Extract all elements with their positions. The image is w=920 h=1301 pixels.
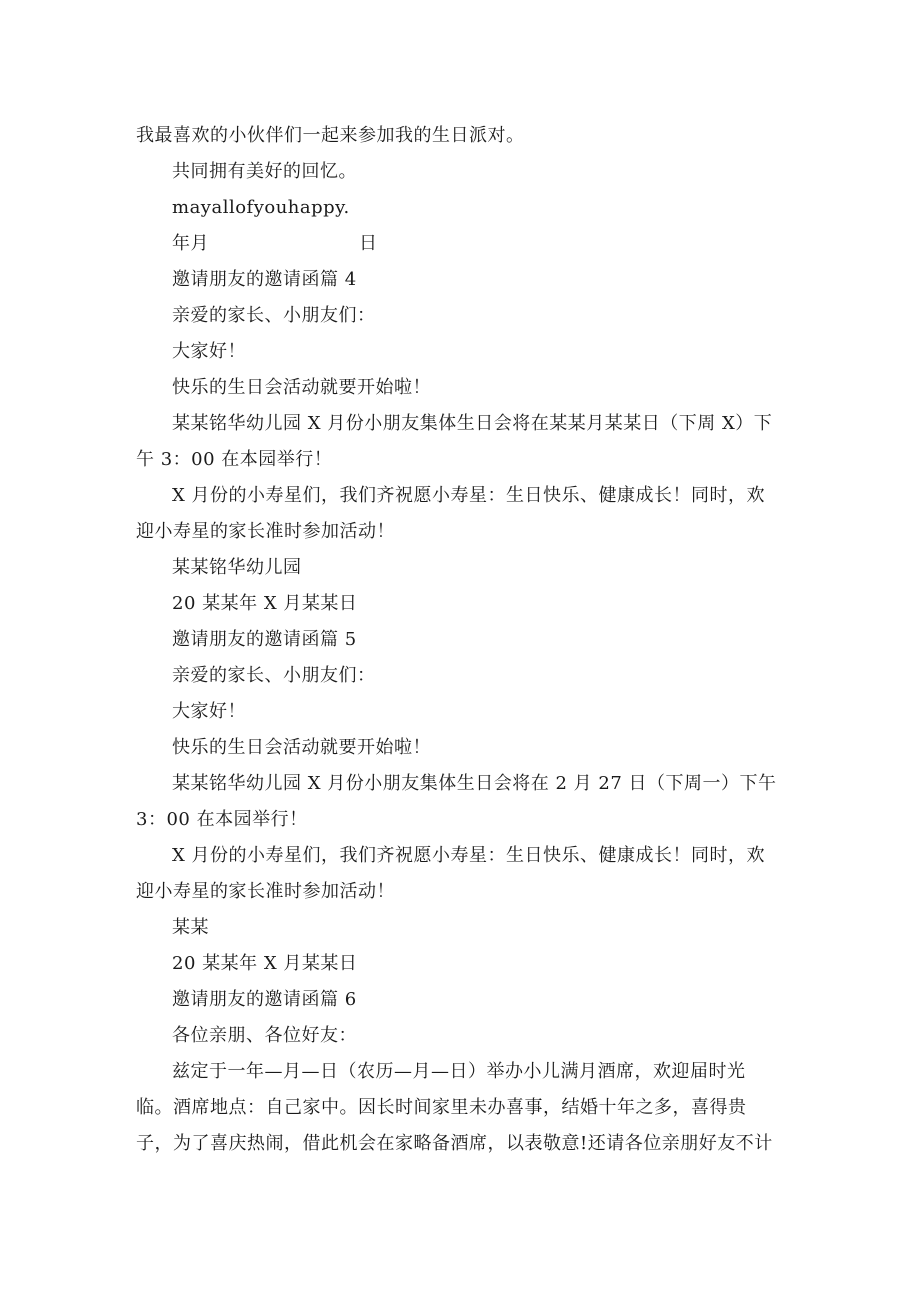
text-line: 快乐的生日会活动就要开始啦！ (172, 737, 431, 758)
text-line: X 月份的小寿星们，我们齐祝愿小寿星：生日快乐、健康成长！同时，欢 (172, 485, 766, 506)
text-line: 兹定于一年—月—日（农历—月—日）举办小儿满月酒席，欢迎届时光 (172, 1061, 746, 1082)
date-line: 20 某某年 X 月某某日 (172, 593, 358, 614)
text-line: 迎小寿星的家长准时参加活动！ (136, 521, 395, 542)
document-body (136, 118, 776, 1162)
text-line: 午 3：00 在本园举行！ (136, 449, 333, 470)
signature: 某某 (172, 917, 209, 938)
salutation: 各位亲朋、各位好友： (172, 1025, 357, 1046)
signature: 某某铭华幼儿园 (172, 557, 302, 578)
date-line: 20 某某年 X 月某某日 (172, 953, 358, 974)
section-heading: 邀请朋友的邀请函篇 5 (172, 629, 357, 650)
salutation: 亲爱的家长、小朋友们： (172, 665, 376, 686)
text-line: 临。酒席地点：自己家中。因长时间家里未办喜事，结婚十年之多，喜得贵 (136, 1097, 747, 1118)
section-heading: 邀请朋友的邀请函篇 4 (172, 269, 357, 290)
text-line: 共同拥有美好的回忆。 (172, 161, 357, 182)
text-line: 大家好！ (172, 701, 246, 722)
text-line: 3：00 在本园举行！ (136, 809, 308, 830)
text-line: X 月份的小寿星们，我们齐祝愿小寿星：生日快乐、健康成长！同时，欢 (172, 845, 766, 866)
text-line: 大家好！ (172, 341, 246, 362)
text-line: 某某铭华幼儿园 X 月份小朋友集体生日会将在 2 月 27 日（下周一）下午 (172, 773, 777, 794)
section-heading: 邀请朋友的邀请函篇 6 (172, 989, 357, 1010)
text-line: 子，为了喜庆热闹，借此机会在家略备酒席，以表敬意!还请各位亲朋好友不计 (136, 1133, 773, 1154)
date-day: 日 (359, 233, 378, 254)
text-line: mayallofyouhappy. (172, 197, 350, 218)
salutation: 亲爱的家长、小朋友们： (172, 305, 376, 326)
text-line: 快乐的生日会活动就要开始啦！ (172, 377, 431, 398)
text-line: 迎小寿星的家长准时参加活动！ (136, 881, 395, 902)
date-line (136, 226, 776, 262)
text-line: 我最喜欢的小伙伴们一起来参加我的生日派对。 (136, 125, 525, 146)
text-line: 某某铭华幼儿园 X 月份小朋友集体生日会将在某某月某某日（下周 X）下 (172, 413, 773, 434)
date-year-month: 年月 (172, 233, 209, 254)
